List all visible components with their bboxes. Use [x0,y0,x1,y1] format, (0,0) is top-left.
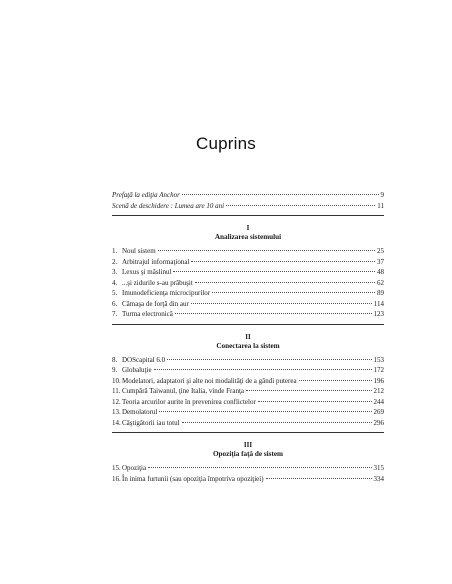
page-number: 196 [373,376,384,385]
entry-title: În inima furtunii (sau opoziţia împotriva opoziţiei) [122,474,264,483]
page-number: 114 [373,299,384,308]
dot-leader [158,250,375,251]
page-number: 172 [373,366,384,374]
toc-entry [112,299,384,310]
chapter-number: 4. [112,278,118,287]
page-number: 153 [373,355,384,364]
dot-leader [154,369,372,370]
chapter-number: 6. [112,299,118,308]
page-number: 244 [373,397,384,406]
dot-leader [167,359,371,360]
page-number: 123 [373,310,384,318]
page-title: Cuprins [196,134,256,153]
chapter-number: 13. [112,408,121,416]
page-number: 62 [377,278,384,287]
toc-entry [112,397,384,408]
chapter-number: 7. [112,310,118,318]
page-number: 334 [373,474,384,483]
page-number: 9 [380,191,384,199]
parts-list [112,215,384,484]
dot-leader [175,313,372,314]
dot-leader [191,261,375,262]
entry-title: DOScapital 6.0 [122,355,166,364]
entry-title: Arbitrajul informaţional [122,257,190,266]
part-number: III [243,441,253,449]
chapter-number: 1. [112,247,118,255]
page-number: 89 [377,289,384,297]
entry-title: Imunodeficienţa microcipurilor [122,289,211,297]
chapter-number: 8. [112,355,118,364]
toc-entry [112,190,384,201]
entry-title: Noul sistem [122,247,156,255]
front-matter [112,190,384,211]
section-divider [112,324,384,325]
page-number: 48 [377,268,384,276]
chapter-number: 2. [112,257,118,266]
entry-title: Prefaţă la ediţia Anchor [112,191,180,199]
dot-leader [258,401,372,402]
page-number: 212 [373,387,384,395]
toc-entry [112,386,384,397]
entry-title: Cumpără Taiwanul, ţine Italia, vinde Franţa [122,387,245,395]
chapter-number: 15. [112,464,121,472]
section-divider [112,432,384,433]
toc-entry [112,474,384,485]
dot-leader [246,390,371,391]
chapter-number: 10. [112,376,121,385]
page-number: 269 [373,408,384,416]
dot-leader [159,411,371,412]
dot-leader [212,292,375,293]
section-divider [112,215,384,216]
toc-entry [112,407,384,418]
chapter-number: 5. [112,289,118,297]
entry-title: Teoria arcurilor aurite în prevenirea conflictelor [122,397,256,406]
dot-leader [182,194,379,195]
toc-entry [112,267,384,278]
toc-entry [112,288,384,299]
entry-title: Scenă de deschidere : Lumea are 10 ani [112,201,225,210]
page-number: 25 [377,247,384,255]
entry-title: Turma electronică [122,310,173,318]
chapter-number: 3. [112,268,118,276]
toc-entry [112,278,384,289]
entry-title: ...şi zidurile s-au prăbuşit [122,278,193,287]
dot-leader [182,422,372,423]
entry-title: Demolatorul [122,408,158,416]
dot-leader [226,205,375,206]
dot-leader [299,380,372,381]
dot-leader [148,467,371,468]
part-title: Conectarea la sistem [216,341,280,350]
entry-title: Modelatori, adaptatori şi alte noi modalităţi de a gândi puterea [122,376,297,385]
chapter-number: 12. [112,397,121,406]
page-number: 315 [373,464,384,472]
part-title: Opoziţia faţă de sistem [212,450,284,458]
toc-entry [112,463,384,474]
page-number: 296 [373,418,384,427]
chapter-number: 9. [112,366,118,374]
part-number: I [246,224,250,232]
page-number: 11 [377,201,384,210]
toc-entry [112,355,384,366]
entry-title: Câştigătorii iau totul [122,418,180,427]
entry-title: Globaluţie [122,366,152,374]
toc-entry [112,201,384,212]
toc-entry [112,246,384,257]
dot-leader [191,303,372,304]
part-title: Analizarea sistemului [214,233,282,241]
table-of-contents [112,190,384,484]
toc-entry [112,257,384,268]
toc-entry [112,365,384,376]
toc-entry [112,309,384,320]
entry-title: Lexus şi măslinul [122,268,172,276]
entry-title: Cămaşa de forţă din aur [122,299,189,308]
chapter-number: 16. [112,474,121,483]
toc-entry [112,418,384,429]
toc-entry [112,376,384,387]
dot-leader [173,271,375,272]
chapter-number: 14. [112,418,121,427]
dot-leader [195,282,375,283]
chapter-number: 11. [112,387,121,395]
dot-leader [266,478,372,479]
entry-title: Opoziţia [122,464,147,472]
page-number: 37 [377,257,384,266]
part-number: II [245,332,251,341]
